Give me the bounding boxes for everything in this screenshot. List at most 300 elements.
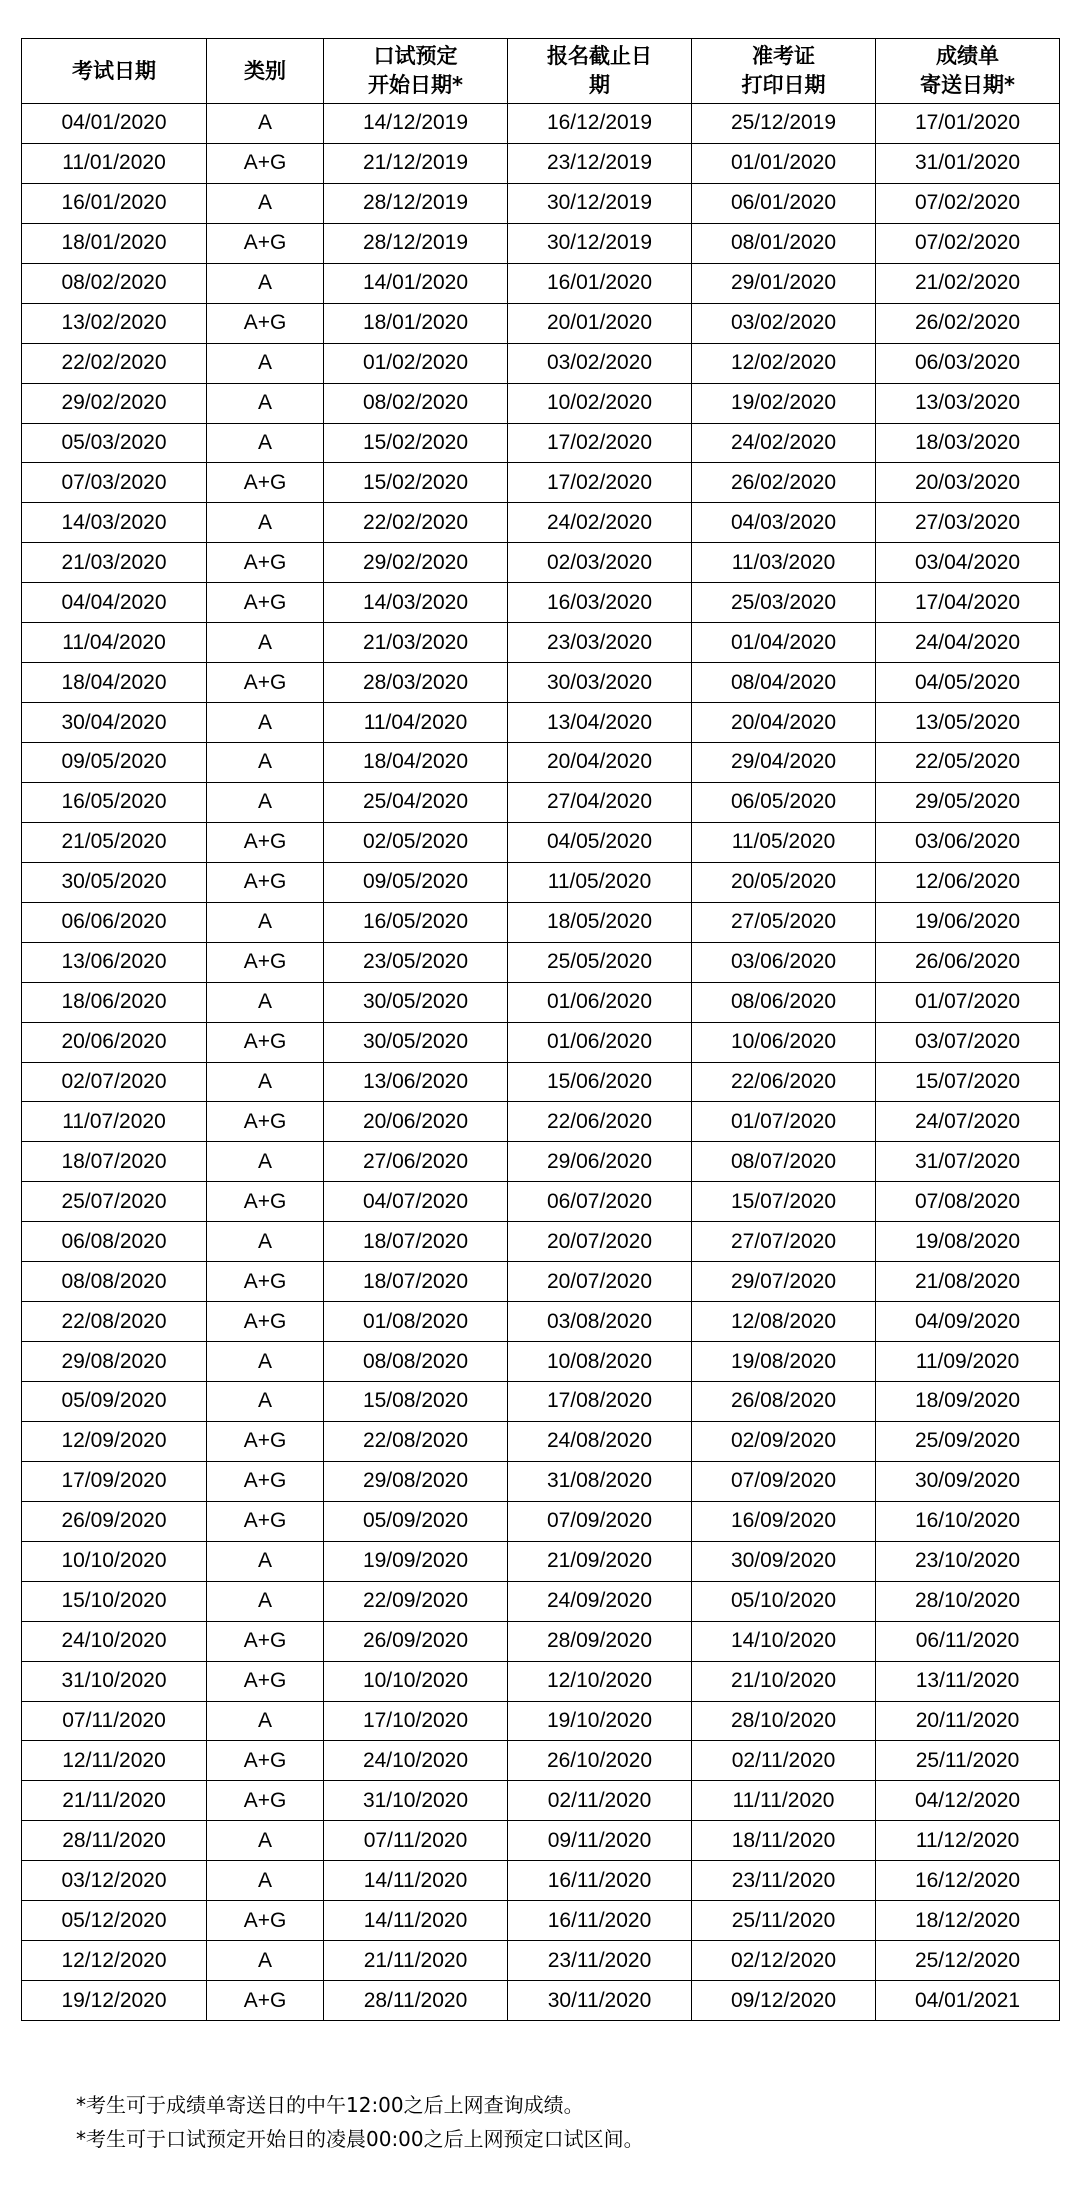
cell-exam-date: 19/12/2020 (22, 1981, 207, 2021)
cell-admission-print-date: 08/07/2020 (692, 1142, 876, 1182)
footnote-score-query: *考生可于成绩单寄送日的中午12:00之后上网查询成绩。 (76, 2093, 584, 2117)
table-row (22, 1741, 1060, 1781)
cell-oral-start-date: 05/09/2020 (324, 1501, 508, 1541)
cell-category: A+G (207, 1901, 324, 1941)
cell-registration-deadline: 17/02/2020 (508, 463, 692, 503)
table-row (22, 1581, 1060, 1621)
cell-oral-start-date: 27/06/2020 (324, 1142, 508, 1182)
cell-admission-print-date: 29/01/2020 (692, 263, 876, 303)
cell-admission-print-date: 05/10/2020 (692, 1581, 876, 1621)
cell-admission-print-date: 06/01/2020 (692, 183, 876, 223)
table-row (22, 1222, 1060, 1262)
cell-exam-date: 08/02/2020 (22, 263, 207, 303)
cell-registration-deadline: 03/08/2020 (508, 1302, 692, 1342)
cell-score-report-date: 25/11/2020 (876, 1741, 1060, 1781)
cell-oral-start-date: 08/02/2020 (324, 383, 508, 423)
cell-category: A+G (207, 303, 324, 343)
table-row (22, 463, 1060, 503)
cell-exam-date: 18/04/2020 (22, 663, 207, 703)
cell-exam-date: 21/05/2020 (22, 822, 207, 862)
table-row (22, 862, 1060, 902)
cell-oral-start-date: 19/09/2020 (324, 1541, 508, 1581)
cell-registration-deadline: 22/06/2020 (508, 1102, 692, 1142)
cell-registration-deadline: 23/11/2020 (508, 1941, 692, 1981)
cell-registration-deadline: 30/12/2019 (508, 183, 692, 223)
cell-oral-start-date: 14/01/2020 (324, 263, 508, 303)
cell-category: A+G (207, 1182, 324, 1222)
cell-admission-print-date: 01/07/2020 (692, 1102, 876, 1142)
cell-category: A+G (207, 1421, 324, 1461)
cell-exam-date: 05/03/2020 (22, 423, 207, 463)
cell-score-report-date: 25/09/2020 (876, 1421, 1060, 1461)
cell-oral-start-date: 28/11/2020 (324, 1981, 508, 2021)
cell-registration-deadline: 23/03/2020 (508, 623, 692, 663)
cell-registration-deadline: 25/05/2020 (508, 942, 692, 982)
cell-category: A (207, 343, 324, 383)
cell-exam-date: 28/11/2020 (22, 1821, 207, 1861)
cell-admission-print-date: 21/10/2020 (692, 1661, 876, 1701)
cell-score-report-date: 03/07/2020 (876, 1022, 1060, 1062)
table-row (22, 1102, 1060, 1142)
cell-oral-start-date: 18/07/2020 (324, 1262, 508, 1302)
cell-registration-deadline: 20/07/2020 (508, 1222, 692, 1262)
cell-exam-date: 04/04/2020 (22, 583, 207, 623)
cell-admission-print-date: 06/05/2020 (692, 782, 876, 822)
cell-score-report-date: 20/11/2020 (876, 1701, 1060, 1741)
cell-category: A+G (207, 1661, 324, 1701)
cell-admission-print-date: 10/06/2020 (692, 1022, 876, 1062)
table-row (22, 383, 1060, 423)
cell-exam-date: 08/08/2020 (22, 1262, 207, 1302)
cell-oral-start-date: 21/12/2019 (324, 143, 508, 183)
cell-oral-start-date: 24/10/2020 (324, 1741, 508, 1781)
cell-score-report-date: 19/08/2020 (876, 1222, 1060, 1262)
cell-oral-start-date: 22/02/2020 (324, 503, 508, 543)
table-row (22, 822, 1060, 862)
table-row (22, 1861, 1060, 1901)
table-row (22, 1821, 1060, 1861)
table-row (22, 183, 1060, 223)
cell-admission-print-date: 01/01/2020 (692, 143, 876, 183)
cell-oral-start-date: 16/05/2020 (324, 902, 508, 942)
cell-exam-date: 06/08/2020 (22, 1222, 207, 1262)
header-admission-print-date (692, 39, 876, 104)
cell-admission-print-date: 26/08/2020 (692, 1382, 876, 1422)
cell-oral-start-date: 11/04/2020 (324, 703, 508, 743)
cell-exam-date: 26/09/2020 (22, 1501, 207, 1541)
cell-oral-start-date: 17/10/2020 (324, 1701, 508, 1741)
header-line: 口试预定 (373, 44, 458, 68)
cell-registration-deadline: 24/02/2020 (508, 503, 692, 543)
cell-score-report-date: 04/05/2020 (876, 663, 1060, 703)
cell-registration-deadline: 10/02/2020 (508, 383, 692, 423)
cell-score-report-date: 01/07/2020 (876, 982, 1060, 1022)
header-line: 考试日期 (72, 58, 156, 83)
cell-exam-date: 30/04/2020 (22, 703, 207, 743)
cell-score-report-date: 03/06/2020 (876, 822, 1060, 862)
cell-oral-start-date: 08/08/2020 (324, 1342, 508, 1382)
cell-admission-print-date: 20/05/2020 (692, 862, 876, 902)
cell-category: A+G (207, 1262, 324, 1302)
cell-admission-print-date: 30/09/2020 (692, 1541, 876, 1581)
cell-category: A (207, 1062, 324, 1102)
cell-exam-date: 21/03/2020 (22, 543, 207, 583)
cell-registration-deadline: 20/07/2020 (508, 1262, 692, 1302)
cell-admission-print-date: 25/03/2020 (692, 583, 876, 623)
cell-exam-date: 22/08/2020 (22, 1302, 207, 1342)
cell-category: A (207, 1342, 324, 1382)
table-row (22, 1342, 1060, 1382)
cell-exam-date: 05/12/2020 (22, 1901, 207, 1941)
cell-registration-deadline: 02/11/2020 (508, 1781, 692, 1821)
cell-category: A+G (207, 663, 324, 703)
cell-registration-deadline: 30/11/2020 (508, 1981, 692, 2021)
cell-exam-date: 11/07/2020 (22, 1102, 207, 1142)
cell-admission-print-date: 24/02/2020 (692, 423, 876, 463)
cell-admission-print-date: 27/05/2020 (692, 902, 876, 942)
cell-registration-deadline: 15/06/2020 (508, 1062, 692, 1102)
table-row (22, 1621, 1060, 1661)
header-registration-deadline (508, 39, 692, 104)
cell-category: A (207, 383, 324, 423)
cell-category: A+G (207, 1981, 324, 2021)
cell-registration-deadline: 16/03/2020 (508, 583, 692, 623)
cell-score-report-date: 13/11/2020 (876, 1661, 1060, 1701)
cell-oral-start-date: 28/03/2020 (324, 663, 508, 703)
cell-category: A (207, 1941, 324, 1981)
cell-score-report-date: 21/08/2020 (876, 1262, 1060, 1302)
cell-oral-start-date: 30/05/2020 (324, 1022, 508, 1062)
header-line: 成绩单 (936, 44, 999, 68)
cell-admission-print-date: 22/06/2020 (692, 1062, 876, 1102)
cell-oral-start-date: 26/09/2020 (324, 1621, 508, 1661)
cell-registration-deadline: 19/10/2020 (508, 1701, 692, 1741)
cell-category: A+G (207, 1781, 324, 1821)
header-line: 打印日期 (741, 73, 826, 97)
cell-score-report-date: 11/09/2020 (876, 1342, 1060, 1382)
cell-admission-print-date: 02/09/2020 (692, 1421, 876, 1461)
cell-oral-start-date: 22/08/2020 (324, 1421, 508, 1461)
cell-registration-deadline: 27/04/2020 (508, 782, 692, 822)
cell-exam-date: 13/06/2020 (22, 942, 207, 982)
table-row (22, 423, 1060, 463)
table-row (22, 1701, 1060, 1741)
cell-registration-deadline: 28/09/2020 (508, 1621, 692, 1661)
cell-exam-date: 22/02/2020 (22, 343, 207, 383)
cell-registration-deadline: 29/06/2020 (508, 1142, 692, 1182)
cell-admission-print-date: 08/01/2020 (692, 223, 876, 263)
cell-exam-date: 12/09/2020 (22, 1421, 207, 1461)
cell-registration-deadline: 13/04/2020 (508, 703, 692, 743)
cell-category: A+G (207, 822, 324, 862)
cell-oral-start-date: 29/02/2020 (324, 543, 508, 583)
cell-exam-date: 04/01/2020 (22, 104, 207, 144)
table-row (22, 263, 1060, 303)
cell-registration-deadline: 09/11/2020 (508, 1821, 692, 1861)
cell-oral-start-date: 09/05/2020 (324, 862, 508, 902)
cell-score-report-date: 28/10/2020 (876, 1581, 1060, 1621)
cell-admission-print-date: 04/03/2020 (692, 503, 876, 543)
cell-exam-date: 31/10/2020 (22, 1661, 207, 1701)
cell-oral-start-date: 21/11/2020 (324, 1941, 508, 1981)
table-row (22, 1541, 1060, 1581)
cell-admission-print-date: 20/04/2020 (692, 703, 876, 743)
cell-exam-date: 18/06/2020 (22, 982, 207, 1022)
cell-score-report-date: 30/09/2020 (876, 1461, 1060, 1501)
cell-exam-date: 05/09/2020 (22, 1382, 207, 1422)
cell-registration-deadline: 04/05/2020 (508, 822, 692, 862)
cell-oral-start-date: 15/02/2020 (324, 423, 508, 463)
cell-score-report-date: 11/12/2020 (876, 1821, 1060, 1861)
cell-score-report-date: 18/09/2020 (876, 1382, 1060, 1422)
cell-registration-deadline: 20/01/2020 (508, 303, 692, 343)
cell-admission-print-date: 03/06/2020 (692, 942, 876, 982)
cell-score-report-date: 13/03/2020 (876, 383, 1060, 423)
cell-admission-print-date: 19/02/2020 (692, 383, 876, 423)
cell-registration-deadline: 12/10/2020 (508, 1661, 692, 1701)
exam-schedule-table (21, 38, 1060, 2021)
cell-exam-date: 13/02/2020 (22, 303, 207, 343)
table-row (22, 1501, 1060, 1541)
table-body (22, 104, 1060, 2021)
cell-registration-deadline: 26/10/2020 (508, 1741, 692, 1781)
cell-registration-deadline: 18/05/2020 (508, 902, 692, 942)
table-row (22, 343, 1060, 383)
table-row (22, 663, 1060, 703)
cell-category: A (207, 623, 324, 663)
cell-exam-date: 11/01/2020 (22, 143, 207, 183)
cell-oral-start-date: 14/03/2020 (324, 583, 508, 623)
cell-score-report-date: 31/01/2020 (876, 143, 1060, 183)
cell-registration-deadline: 23/12/2019 (508, 143, 692, 183)
table-row (22, 1262, 1060, 1302)
cell-score-report-date: 26/06/2020 (876, 942, 1060, 982)
table-row (22, 303, 1060, 343)
table-row (22, 543, 1060, 583)
cell-exam-date: 17/09/2020 (22, 1461, 207, 1501)
cell-admission-print-date: 02/12/2020 (692, 1941, 876, 1981)
cell-category: A (207, 902, 324, 942)
cell-score-report-date: 18/03/2020 (876, 423, 1060, 463)
header-line: 准考证 (752, 44, 815, 68)
cell-exam-date: 16/05/2020 (22, 782, 207, 822)
table-row (22, 942, 1060, 982)
cell-score-report-date: 31/07/2020 (876, 1142, 1060, 1182)
cell-registration-deadline: 21/09/2020 (508, 1541, 692, 1581)
cell-score-report-date: 25/12/2020 (876, 1941, 1060, 1981)
cell-category: A+G (207, 1102, 324, 1142)
cell-category: A (207, 183, 324, 223)
cell-score-report-date: 07/02/2020 (876, 183, 1060, 223)
cell-score-report-date: 06/11/2020 (876, 1621, 1060, 1661)
cell-exam-date: 14/03/2020 (22, 503, 207, 543)
header-oral-start-date (324, 39, 508, 104)
cell-score-report-date: 06/03/2020 (876, 343, 1060, 383)
cell-exam-date: 09/05/2020 (22, 743, 207, 783)
cell-exam-date: 12/11/2020 (22, 1741, 207, 1781)
cell-registration-deadline: 01/06/2020 (508, 1022, 692, 1062)
cell-score-report-date: 24/07/2020 (876, 1102, 1060, 1142)
cell-category: A+G (207, 1022, 324, 1062)
cell-admission-print-date: 03/02/2020 (692, 303, 876, 343)
cell-exam-date: 11/04/2020 (22, 623, 207, 663)
cell-category: A (207, 503, 324, 543)
header-line: 类别 (244, 58, 286, 83)
cell-registration-deadline: 17/02/2020 (508, 423, 692, 463)
cell-score-report-date: 16/12/2020 (876, 1861, 1060, 1901)
cell-score-report-date: 07/08/2020 (876, 1182, 1060, 1222)
cell-oral-start-date: 07/11/2020 (324, 1821, 508, 1861)
cell-exam-date: 29/02/2020 (22, 383, 207, 423)
table-row (22, 1941, 1060, 1981)
footnote-oral-booking: *考生可于口试预定开始日的凌晨00:00之后上网预定口试区间。 (76, 2127, 644, 2151)
cell-admission-print-date: 12/08/2020 (692, 1302, 876, 1342)
cell-score-report-date: 29/05/2020 (876, 782, 1060, 822)
cell-oral-start-date: 31/10/2020 (324, 1781, 508, 1821)
cell-category: A+G (207, 583, 324, 623)
header-line: 期 (589, 73, 610, 97)
cell-score-report-date: 15/07/2020 (876, 1062, 1060, 1102)
table-row (22, 104, 1060, 144)
table-row (22, 143, 1060, 183)
cell-oral-start-date: 10/10/2020 (324, 1661, 508, 1701)
cell-admission-print-date: 08/04/2020 (692, 663, 876, 703)
cell-category: A (207, 782, 324, 822)
header-line: 开始日期* (368, 73, 463, 97)
cell-oral-start-date: 18/04/2020 (324, 743, 508, 783)
cell-category: A (207, 982, 324, 1022)
table-row (22, 503, 1060, 543)
cell-admission-print-date: 19/08/2020 (692, 1342, 876, 1382)
cell-registration-deadline: 16/01/2020 (508, 263, 692, 303)
table-row (22, 1182, 1060, 1222)
table-row (22, 1661, 1060, 1701)
cell-registration-deadline: 31/08/2020 (508, 1461, 692, 1501)
cell-exam-date: 29/08/2020 (22, 1342, 207, 1382)
cell-category: A+G (207, 543, 324, 583)
cell-category: A (207, 1581, 324, 1621)
cell-exam-date: 24/10/2020 (22, 1621, 207, 1661)
cell-exam-date: 06/06/2020 (22, 902, 207, 942)
cell-admission-print-date: 23/11/2020 (692, 1861, 876, 1901)
table-row (22, 583, 1060, 623)
cell-category: A+G (207, 223, 324, 263)
table-row (22, 223, 1060, 263)
cell-score-report-date: 04/01/2021 (876, 1981, 1060, 2021)
cell-admission-print-date: 16/09/2020 (692, 1501, 876, 1541)
cell-registration-deadline: 03/02/2020 (508, 343, 692, 383)
table-row (22, 1781, 1060, 1821)
cell-exam-date: 18/01/2020 (22, 223, 207, 263)
cell-admission-print-date: 11/11/2020 (692, 1781, 876, 1821)
cell-oral-start-date: 30/05/2020 (324, 982, 508, 1022)
cell-score-report-date: 21/02/2020 (876, 263, 1060, 303)
footnotes (76, 2088, 644, 2156)
cell-score-report-date: 18/12/2020 (876, 1901, 1060, 1941)
cell-exam-date: 21/11/2020 (22, 1781, 207, 1821)
table-row (22, 982, 1060, 1022)
cell-score-report-date: 23/10/2020 (876, 1541, 1060, 1581)
cell-category: A (207, 263, 324, 303)
cell-registration-deadline: 11/05/2020 (508, 862, 692, 902)
cell-score-report-date: 04/12/2020 (876, 1781, 1060, 1821)
table-row (22, 1062, 1060, 1102)
header-row (22, 39, 1060, 104)
cell-oral-start-date: 28/12/2019 (324, 183, 508, 223)
table-header (22, 39, 1060, 104)
header-line: 报名截止日 (547, 44, 652, 68)
table-row (22, 1461, 1060, 1501)
cell-score-report-date: 16/10/2020 (876, 1501, 1060, 1541)
table-row (22, 1901, 1060, 1941)
cell-exam-date: 03/12/2020 (22, 1861, 207, 1901)
cell-category: A (207, 423, 324, 463)
cell-registration-deadline: 16/11/2020 (508, 1861, 692, 1901)
table-row (22, 1981, 1060, 2021)
cell-exam-date: 02/07/2020 (22, 1062, 207, 1102)
cell-category: A (207, 1142, 324, 1182)
table-row (22, 743, 1060, 783)
cell-admission-print-date: 01/04/2020 (692, 623, 876, 663)
cell-registration-deadline: 24/09/2020 (508, 1581, 692, 1621)
cell-admission-print-date: 12/02/2020 (692, 343, 876, 383)
cell-category: A+G (207, 862, 324, 902)
cell-exam-date: 10/10/2020 (22, 1541, 207, 1581)
cell-score-report-date: 13/05/2020 (876, 703, 1060, 743)
cell-exam-date: 30/05/2020 (22, 862, 207, 902)
cell-category: A (207, 1382, 324, 1422)
cell-oral-start-date: 02/05/2020 (324, 822, 508, 862)
cell-category: A (207, 1222, 324, 1262)
cell-admission-print-date: 29/07/2020 (692, 1262, 876, 1302)
cell-registration-deadline: 02/03/2020 (508, 543, 692, 583)
cell-admission-print-date: 18/11/2020 (692, 1821, 876, 1861)
cell-oral-start-date: 28/12/2019 (324, 223, 508, 263)
cell-exam-date: 20/06/2020 (22, 1022, 207, 1062)
cell-oral-start-date: 04/07/2020 (324, 1182, 508, 1222)
cell-score-report-date: 26/02/2020 (876, 303, 1060, 343)
cell-score-report-date: 17/01/2020 (876, 104, 1060, 144)
cell-score-report-date: 03/04/2020 (876, 543, 1060, 583)
cell-oral-start-date: 15/02/2020 (324, 463, 508, 503)
cell-admission-print-date: 25/12/2019 (692, 104, 876, 144)
cell-admission-print-date: 28/10/2020 (692, 1701, 876, 1741)
cell-category: A+G (207, 1741, 324, 1781)
cell-admission-print-date: 07/09/2020 (692, 1461, 876, 1501)
cell-category: A+G (207, 942, 324, 982)
cell-oral-start-date: 20/06/2020 (324, 1102, 508, 1142)
cell-oral-start-date: 14/11/2020 (324, 1901, 508, 1941)
cell-score-report-date: 22/05/2020 (876, 743, 1060, 783)
table-row (22, 1302, 1060, 1342)
cell-category: A (207, 1821, 324, 1861)
cell-oral-start-date: 14/11/2020 (324, 1861, 508, 1901)
table-row (22, 782, 1060, 822)
cell-oral-start-date: 15/08/2020 (324, 1382, 508, 1422)
cell-oral-start-date: 01/02/2020 (324, 343, 508, 383)
header-category (207, 39, 324, 104)
cell-registration-deadline: 30/12/2019 (508, 223, 692, 263)
cell-admission-print-date: 09/12/2020 (692, 1981, 876, 2021)
cell-score-report-date: 17/04/2020 (876, 583, 1060, 623)
table-row (22, 1022, 1060, 1062)
cell-exam-date: 12/12/2020 (22, 1941, 207, 1981)
cell-admission-print-date: 11/05/2020 (692, 822, 876, 862)
cell-exam-date: 15/10/2020 (22, 1581, 207, 1621)
cell-category: A (207, 1701, 324, 1741)
cell-score-report-date: 27/03/2020 (876, 503, 1060, 543)
cell-oral-start-date: 13/06/2020 (324, 1062, 508, 1102)
